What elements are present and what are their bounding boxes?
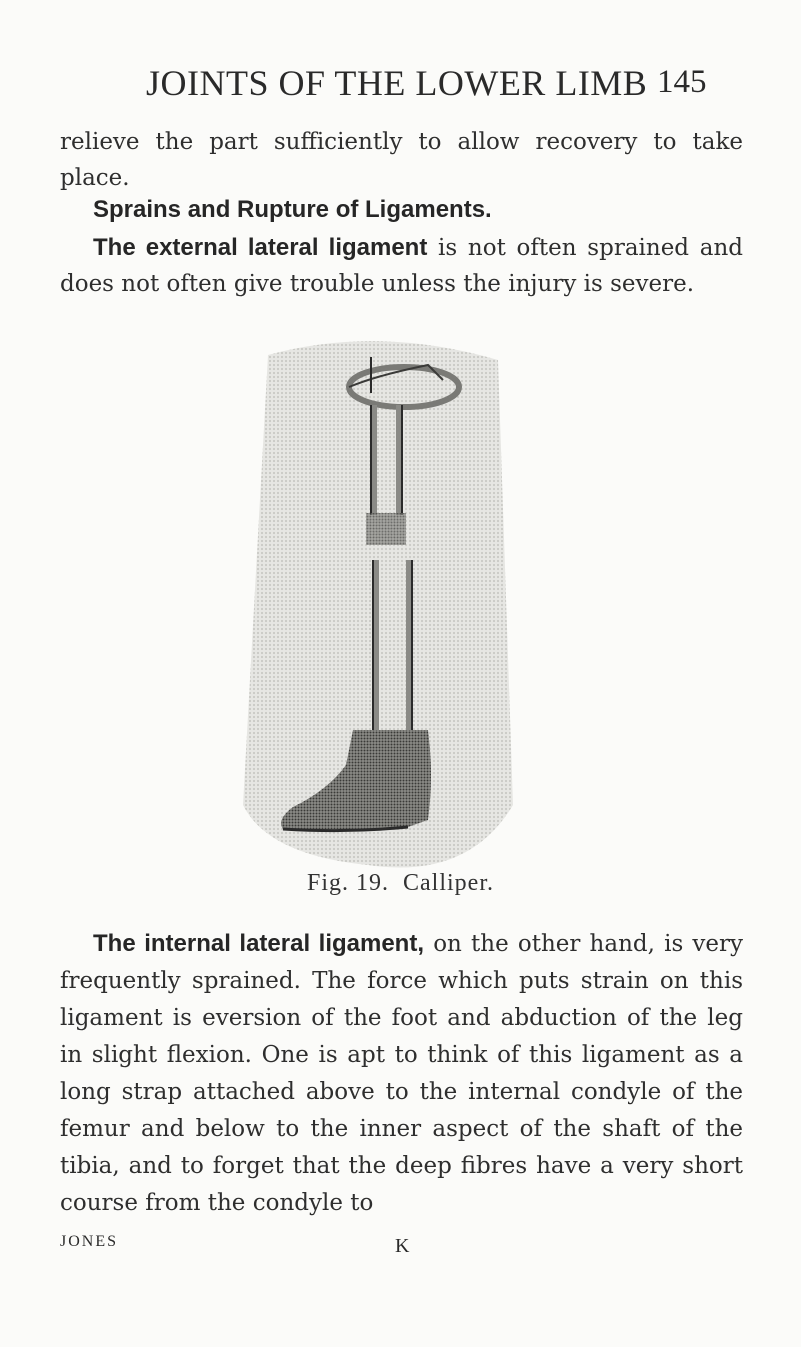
paragraph-1: relieve the part sufficiently to allow recovery to take place. [60,129,743,191]
paragraph-3-text: on the other hand, is very frequently sprained. The force which puts strain on this ligament is eversion of the foot and abduction of the leg in slight flexion. One is apt to think of this ligament as a long strap attached above to the internal condyle of the femur and below to the inner aspect of the shaft of the tibia, and to forget that the deep fibres have a very short course from the condyle to [60,931,744,1216]
paragraph-2-bold-lead: The external lateral ligament [93,234,428,261]
figure-calliper [228,335,528,875]
paragraph-3 [60,925,743,1222]
page-footer [0,1233,801,1263]
section-heading: Sprains and Rupture of Ligaments. [93,196,492,223]
caption-title: Calliper. [403,870,494,896]
caption-label: Fig. 19. [307,870,390,896]
running-title: JOINTS OF THE LOWER LIMB [146,63,648,103]
paragraph-2 [60,230,743,302]
paragraph-3-bold-lead: The internal lateral ligament, [93,930,425,957]
footer-gathering-mark: K [395,1235,410,1257]
running-header [0,62,801,102]
calliper-illustration [228,335,528,875]
figure-caption [0,870,801,897]
page-number: 145 [657,64,707,100]
paragraph-2-text: is not often sprained and does not often give trouble unless the injury is severe. [60,235,743,297]
footer-signature: JONES [60,1233,119,1250]
